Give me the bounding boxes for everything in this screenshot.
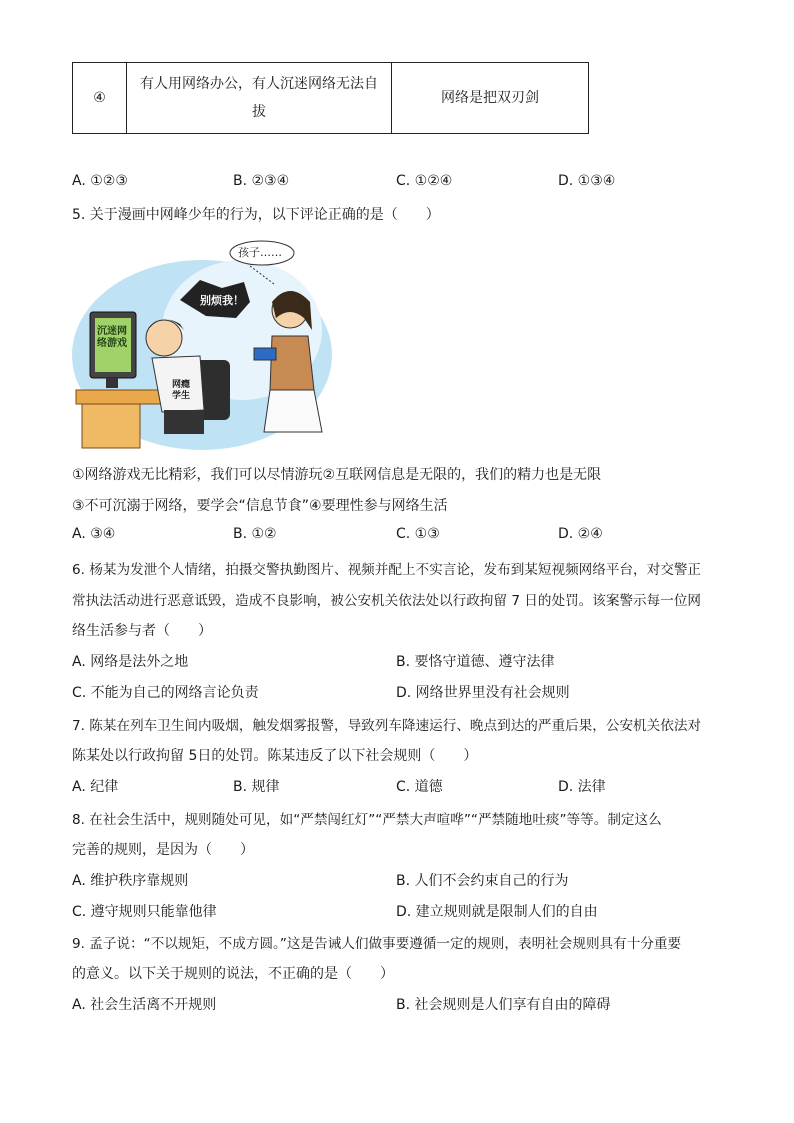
q7-option-d[interactable]: D. 法律 [558,779,606,795]
q6-stem-line-2: 常执法活动进行恶意诋毁，造成不良影响，被公安机关依法处以行政拘留 7 日的处罚。该案警示每一位网 [72,593,702,609]
q4-option-a[interactable]: A. ①②③ [72,173,128,189]
monitor-screen-text: 沉迷网络游戏 [97,326,127,349]
q5-option-d[interactable]: D. ②④ [558,526,603,542]
q7-stem-line-1: 7. 陈某在列车卫生间内吸烟，触发烟雾报警，导致列车降速运行、晚点到达的严重后果，公安机关依法对 [72,718,702,734]
q4-option-b[interactable]: B. ②③④ [233,173,290,189]
q7-option-c[interactable]: C. 道德 [396,779,443,795]
q8-option-c[interactable]: C. 遵守规则只能靠他律 [72,904,217,920]
q6-stem-line-1: 6. 杨某为发泄个人情绪，拍摄交警执勤图片、视频并配上不实言论，发布到某短视频网络平台，对交警正 [72,562,702,578]
q8-option-a[interactable]: A. 维护秩序靠规则 [72,873,189,889]
table-cell-conclusion: 网络是把双刃剑 [441,90,539,106]
table-cell-example: 有人用网络办公，有人沉迷网络无法自拔 [127,63,392,133]
mother-speech-bubble: 孩子…… [238,246,282,259]
q9-stem-line-1: 9. 孟子说：“不以规矩，不成方圆。”这是告诫人们做事要遵循一定的规则，表明社会规则具有十分重要 [72,936,682,952]
q6-option-b[interactable]: B. 要恪守道德、遵守法律 [396,654,555,670]
q5-option-c[interactable]: C. ①③ [396,526,440,542]
q6-option-c[interactable]: C. 不能为自己的网络言论负责 [72,685,259,701]
q5-option-b[interactable]: B. ①② [233,526,277,542]
q6-option-d[interactable]: D. 网络世界里没有社会规则 [396,685,570,701]
q9-option-a[interactable]: A. 社会生活离不开规则 [72,997,217,1013]
q5-stem: 5. 关于漫画中网峰少年的行为，以下评论正确的是（ ） [72,207,440,223]
boy-speech-bubble: 别烦我！ [200,294,244,307]
q9-stem-line-2: 的意义。以下关于规则的说法，不正确的是（ ） [72,966,394,982]
q8-option-b[interactable]: B. 人们不会约束自己的行为 [396,873,569,889]
q7-option-a[interactable]: A. 纪律 [72,779,119,795]
q5-statement-2: ③不可沉溺于网络，要学会“信息节食”④要理性参与网络生活 [72,498,448,514]
q4-option-c[interactable]: C. ①②④ [396,173,453,189]
q5-option-a[interactable]: A. ③④ [72,526,116,542]
q7-stem-line-2: 陈某处以行政拘留 5日的处罚。陈某违反了以下社会规则（ ） [72,748,478,764]
shirt-label: 网瘾学生 [172,380,191,401]
q8-stem-line-1: 8. 在社会生活中，规则随处可见，如“严禁闯红灯”“严禁大声喧哗”“严禁随地吐痰”等等。制定这么 [72,812,662,828]
q8-stem-line-2: 完善的规则，是因为（ ） [72,842,254,858]
q7-option-b[interactable]: B. 规律 [233,779,280,795]
q6-option-a[interactable]: A. 网络是法外之地 [72,654,189,670]
q6-stem-line-3: 络生活参与者（ ） [72,623,212,639]
q5-statement-1: ①网络游戏无比精彩，我们可以尽情游玩②互联网信息是无限的，我们的精力也是无限 [72,467,602,483]
table-row [72,62,589,134]
cartoon-illustration [72,240,334,450]
q9-option-b[interactable]: B. 社会规则是人们享有自由的障碍 [396,997,611,1013]
q4-option-d[interactable]: D. ①③④ [558,173,616,189]
q8-option-d[interactable]: D. 建立规则就是限制人们的自由 [396,904,598,920]
table-cell-number: ④ [73,63,127,133]
